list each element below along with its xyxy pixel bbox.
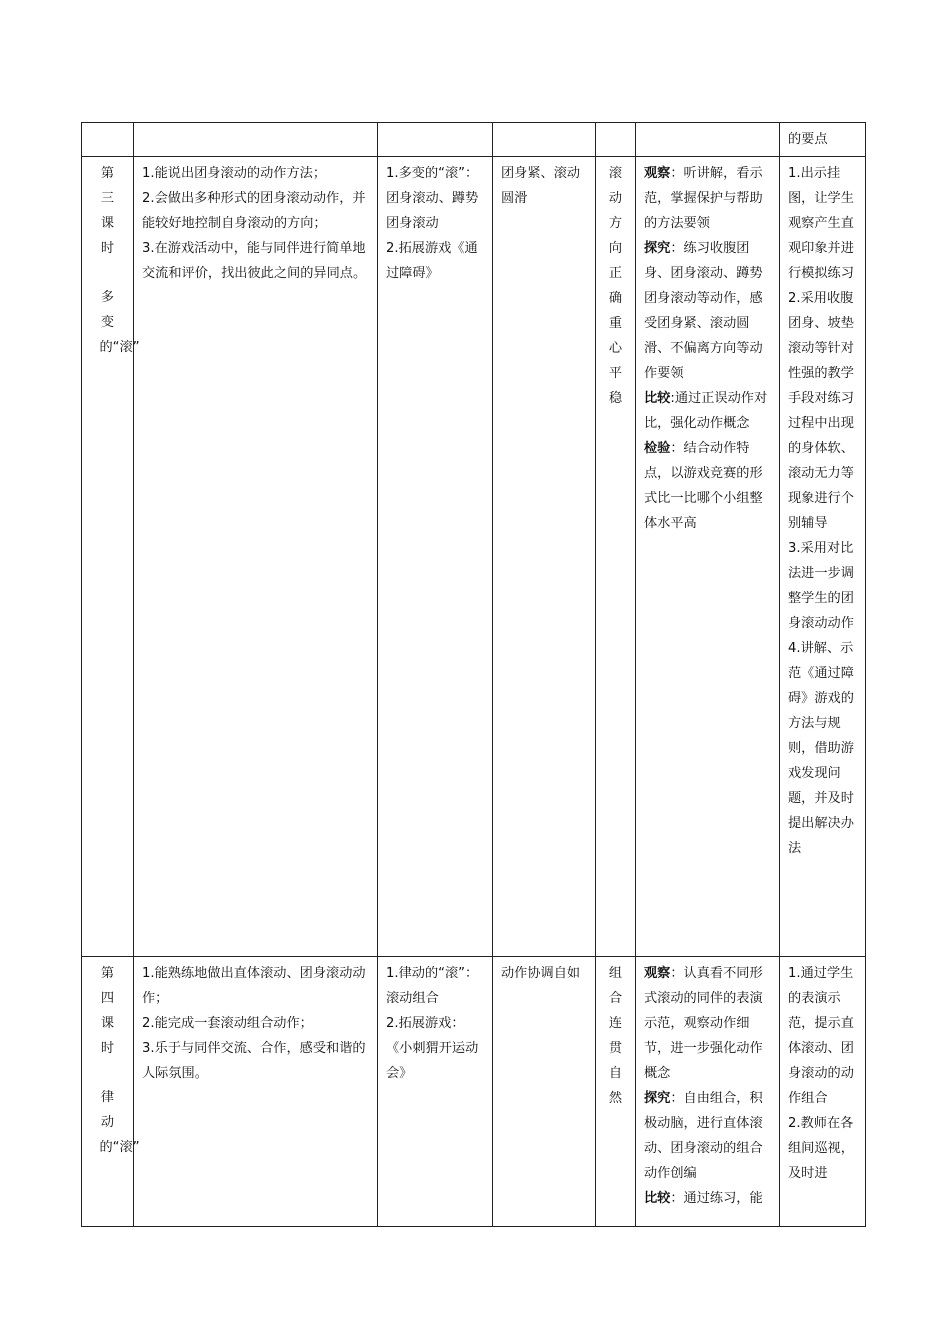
goal-item: 1.能说出团身滚动的动作方法； <box>142 166 327 181</box>
method-item: 3.采用对比法进一步调整学生的团身滚动动作 <box>788 541 854 631</box>
content-item: 1.多变的“滚”：团身滚动、蹲势团身滚动 <box>386 166 479 231</box>
lesson-plan-table <box>81 122 866 1227</box>
lesson-theme: 多变的“滚” <box>99 290 140 355</box>
learning-item <box>644 1086 771 1186</box>
methods-cell <box>780 157 866 957</box>
learning-text: ：练习收腹团身、团身滚动、蹲势团身滚动等动作，感受团身紧、滚动圆滑、不偏离方向等动作要领 <box>644 241 763 381</box>
learning-label: 探究 <box>644 1091 671 1106</box>
method-item: 2.采用收腹团身、坡垫滚动等针对性强的教学手段对练习过程中出现的身体软、滚动无力等现象进行个别辅导 <box>788 291 854 531</box>
learning-text: ：结合动作特点，以游戏竞赛的形式比一比哪个小组整体水平高 <box>644 441 763 531</box>
goal-item: 1.能熟练地做出直体滚动、团身滚动动作； <box>142 966 366 1006</box>
goal-item: 2.会做出多种形式的团身滚动动作，并能较好地控制自身滚动的方向； <box>142 191 366 231</box>
learning-text: ：听讲解，看示范，掌握保护与帮助的方法要领 <box>644 166 763 231</box>
difficulty-text: 滚动方向正确重心平稳 <box>608 166 623 406</box>
learning-text: ：认真看不同形式滚动的同伴的表演示范，观察动作细节，进一步强化动作概念 <box>644 966 763 1081</box>
continued-row <box>82 123 866 157</box>
learning-label: 比较 <box>644 391 671 406</box>
learning-item <box>644 436 771 536</box>
cell-empty <box>134 123 378 157</box>
lesson-row-4 <box>82 957 866 1227</box>
learning-text: :通过正误动作对比，强化动作概念 <box>644 391 768 431</box>
difficulty-cell <box>596 957 636 1227</box>
lesson-title <box>82 157 140 957</box>
learning-item <box>644 1186 771 1211</box>
cell-empty <box>493 123 596 157</box>
cell-empty <box>378 123 493 157</box>
cell-empty <box>82 123 134 157</box>
learning-item <box>644 236 771 386</box>
goals-cell <box>134 157 378 957</box>
methods-cell <box>780 957 866 1227</box>
learning-label: 检验 <box>644 441 671 456</box>
lesson-title <box>82 957 140 1227</box>
learning-label: 探究 <box>644 241 671 256</box>
content-item: 2.拓展游戏《通过障碍》 <box>386 241 478 281</box>
learning-item <box>644 961 771 1086</box>
content-item: 1.律动的“滚”：滚动组合 <box>386 966 479 1006</box>
goal-item: 3.在游戏活动中，能与同伴进行简单地交流和评价，找出彼此之间的异同点。 <box>142 241 367 281</box>
goal-item: 3.乐于与同伴交流、合作，感受和谐的人际氛围。 <box>142 1041 366 1081</box>
lesson-number: 第四课时 <box>100 966 115 1056</box>
goals-cell <box>134 957 378 1227</box>
learning-label: 比较 <box>644 1191 671 1206</box>
method-tail: 的要点 <box>780 123 866 157</box>
content-cell <box>378 957 493 1227</box>
learning-text: ：自由组合，积极动脑，进行直体滚动、团身滚动的组合动作创编 <box>644 1091 763 1181</box>
method-item: 2.教师在各组间巡视，及时进 <box>788 1116 854 1181</box>
lesson-theme: 律动的“滚” <box>99 1090 140 1155</box>
method-item: 1.通过学生的表演示范，提示直体滚动、团身滚动的动作组合 <box>788 966 854 1106</box>
learning-label: 观察 <box>644 966 671 981</box>
learning-item <box>644 386 771 436</box>
learning-cell <box>636 157 780 957</box>
lesson-row-3 <box>82 157 866 957</box>
key-point-cell: 动作协调自如 <box>493 957 596 1227</box>
content-item: 2.拓展游戏：《小刺猬开运动会》 <box>386 1016 479 1081</box>
lesson-number: 第三课时 <box>100 166 115 256</box>
learning-text: ：通过练习，能 <box>670 1191 763 1206</box>
content-cell <box>378 157 493 957</box>
difficulty-text: 组合连贯自然 <box>608 966 623 1106</box>
difficulty-cell <box>596 157 636 957</box>
learning-item <box>644 161 771 236</box>
key-point-cell: 团身紧、滚动圆滑 <box>493 157 596 957</box>
cell-empty <box>596 123 636 157</box>
method-item: 1.出示挂图，让学生观察产生直观印象并进行模拟练习 <box>788 166 854 281</box>
cell-empty <box>636 123 780 157</box>
learning-label: 观察 <box>644 166 671 181</box>
goal-item: 2.能完成一套滚动组合动作； <box>142 1016 313 1031</box>
method-item: 4.讲解、示范《通过障碍》游戏的方法与规则，借助游戏发现问题，并及时提出解决办法 <box>788 641 854 856</box>
learning-cell <box>636 957 780 1227</box>
